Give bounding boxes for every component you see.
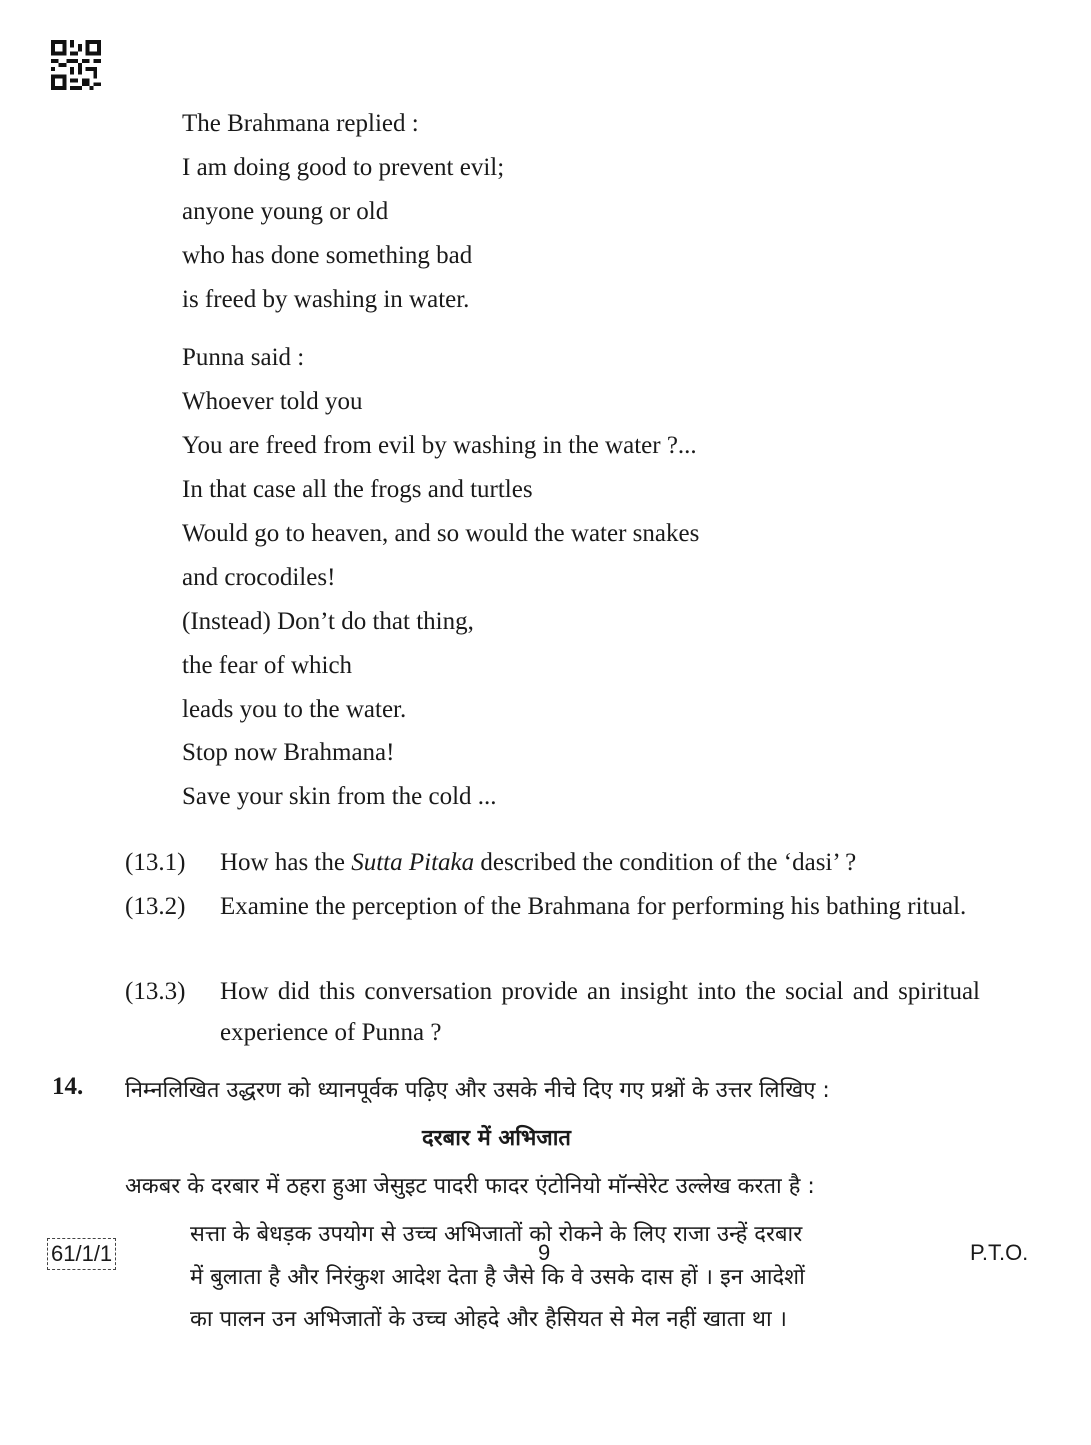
poem-line: In that case all the frogs and turtles [182,476,533,504]
poem-line: You are freed from evil by washing in the water ?... [182,432,697,460]
poem-line: and crocodiles! [182,563,336,591]
poem-line: The Brahmana replied : [182,110,419,137]
poem-line: Stop now Brahmana! [182,739,395,767]
passage-intro: अकबर के दरबार में ठहरा हुआ जेसुइट पादरी फादर एंटोनियो मॉन्सेरेट उल्लेख करता है : [125,1174,815,1199]
poem-line: is freed by washing in water. [182,285,470,313]
poem-line: anyone young or old [182,197,389,225]
poem-line: who has done something bad [182,241,473,269]
qr-code [50,40,102,90]
stanza-gap [182,321,982,336]
poem-line: Whoever told you [182,388,363,416]
poem-line: Save your skin from the cold ... [182,783,497,811]
question-number: (13.3) [125,978,186,1005]
question-number: (13.1) [125,849,186,876]
poem-line: Would go to heaven, and so would the water snakes [182,520,700,548]
poem-line: I am doing good to prevent evil; [182,153,505,181]
question-14-instruction: निम्नलिखित उद्धरण को ध्यानपूर्वक पढ़िए और उसके नीचे दिए गए प्रश्नों के उत्तर लिखिए : [125,1078,830,1103]
page-number: 9 [538,1240,551,1265]
poem-line: (Instead) Don’t do that thing, [182,607,474,635]
question-text: Examine the perception of the Brahmana for performing his bathing ritual. [220,893,967,920]
paper-code: 61/1/1 [47,1238,116,1270]
question-text: How did this conversation provide an insight into the social and spiritual experience of Punna ? [220,978,980,1046]
poem-line: the fear of which [182,651,353,679]
passage-quote-line: में बुलाता है और निरंकुश आदेश देता है जैसे कि वे उसके दास हों । इन आदेशों [190,1265,805,1290]
question-text: How has the Sutta Pitaka described the condition of the ‘dasi’ ? [220,849,857,876]
poem-excerpt [182,102,982,819]
question-14-number: 14. [52,1073,84,1100]
poem-line: Punna said : [182,344,305,372]
question-number: (13.2) [125,893,186,920]
please-turn-over: P.T.O. [970,1240,1029,1265]
passage-quote-line: का पालन उन अभिजातों के उच्च ओहदे और हैसियत से मेल नहीं खाता था । [190,1307,788,1332]
passage-quote-line: सत्ता के बेधड़क उपयोग से उच्च अभिजातों को रोकने के लिए राजा उन्हें दरबार [190,1222,803,1247]
passage-title: दरबार में अभिजात [422,1126,571,1151]
poem-line: leads you to the water. [182,695,407,723]
